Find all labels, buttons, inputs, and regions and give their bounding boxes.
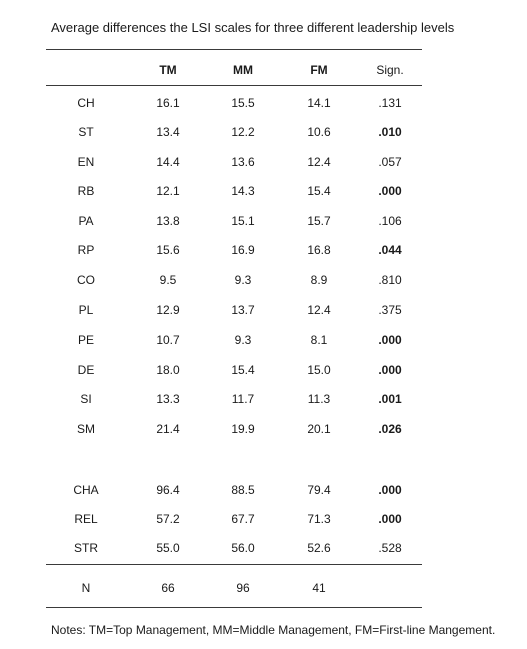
row-label: RP — [77, 243, 95, 257]
cell-fm: 14.1 — [307, 96, 331, 110]
cell-tm: 13.8 — [156, 214, 180, 228]
row-label: SM — [77, 422, 95, 436]
cell-fm: 15.0 — [307, 363, 331, 377]
cell-mm: 15.4 — [231, 363, 255, 377]
row-label: PL — [78, 303, 94, 317]
cell-mm: 9.3 — [234, 273, 252, 287]
row-label: SI — [80, 392, 92, 406]
cell-tm: 13.3 — [156, 392, 180, 406]
row-label: PE — [77, 333, 94, 347]
cell-fm: 12.4 — [307, 155, 331, 169]
cell-fm: 16.8 — [307, 243, 331, 257]
header-cell-sign: Sign. — [376, 63, 404, 77]
n-row-label: N — [81, 581, 91, 595]
row-label: CH — [77, 96, 95, 110]
cell-mm: 88.5 — [231, 483, 255, 497]
cell-tm: 14.4 — [156, 155, 180, 169]
row-label: RB — [77, 184, 95, 198]
cell-tm: 55.0 — [156, 541, 180, 555]
header-cell-fm: FM — [310, 63, 328, 77]
row-label: EN — [77, 155, 95, 169]
cell-sign: .106 — [378, 214, 402, 228]
cell-mm: 16.9 — [231, 243, 255, 257]
cell-fm: 8.1 — [310, 333, 328, 347]
cell-sign: .057 — [378, 155, 402, 169]
row-label: PA — [78, 214, 94, 228]
row-label: ST — [78, 125, 94, 139]
top-rule — [46, 49, 422, 50]
row-label: DE — [77, 363, 95, 377]
cell-sign: .000 — [378, 512, 402, 526]
cell-fm: 52.6 — [307, 541, 331, 555]
table-caption: Average differences the LSI scales for three different leadership levels — [51, 20, 455, 35]
cell-mm: 14.3 — [231, 184, 255, 198]
cell-sign: .010 — [378, 125, 402, 139]
cell-sign: .375 — [378, 303, 402, 317]
cell-mm: 15.1 — [231, 214, 255, 228]
cell-mm: 11.7 — [231, 392, 255, 406]
cell-tm: 9.5 — [159, 273, 177, 287]
cell-tm: 16.1 — [156, 96, 180, 110]
row-label: CO — [77, 273, 95, 287]
n-row-fm: 41 — [312, 581, 326, 595]
cell-sign: .810 — [378, 273, 402, 287]
cell-sign: .000 — [378, 363, 402, 377]
cell-sign: .000 — [378, 184, 402, 198]
n-row-tm: 66 — [161, 581, 175, 595]
header-cell-mm: MM — [233, 63, 253, 77]
cell-fm: 10.6 — [307, 125, 331, 139]
cell-mm: 9.3 — [234, 333, 252, 347]
cell-mm: 13.7 — [231, 303, 255, 317]
cell-mm: 15.5 — [231, 96, 255, 110]
cell-fm: 20.1 — [307, 422, 331, 436]
cell-mm: 19.9 — [231, 422, 255, 436]
cell-fm: 15.4 — [307, 184, 331, 198]
cell-mm: 13.6 — [231, 155, 255, 169]
cell-sign: .000 — [378, 483, 402, 497]
cell-fm: 79.4 — [307, 483, 331, 497]
cell-sign: .131 — [378, 96, 402, 110]
cell-fm: 71.3 — [307, 512, 331, 526]
cell-fm: 8.9 — [310, 273, 328, 287]
cell-sign: .528 — [378, 541, 402, 555]
cell-tm: 12.9 — [156, 303, 180, 317]
cell-sign: .001 — [378, 392, 402, 406]
cell-tm: 96.4 — [156, 483, 180, 497]
cell-fm: 15.7 — [307, 214, 331, 228]
cell-tm: 57.2 — [156, 512, 180, 526]
header-cell-tm: TM — [159, 63, 177, 77]
n-row-mm: 96 — [236, 581, 250, 595]
cell-mm: 12.2 — [231, 125, 255, 139]
cell-fm: 12.4 — [307, 303, 331, 317]
cell-sign: .000 — [378, 333, 402, 347]
cell-tm: 10.7 — [156, 333, 180, 347]
row-label: STR — [74, 541, 98, 555]
cell-tm: 15.6 — [156, 243, 180, 257]
cell-mm: 56.0 — [231, 541, 255, 555]
totals-rule — [46, 564, 422, 565]
cell-fm: 11.3 — [307, 392, 331, 406]
bottom-rule — [46, 607, 422, 608]
cell-tm: 13.4 — [156, 125, 180, 139]
header-rule — [46, 85, 422, 86]
cell-tm: 12.1 — [156, 184, 180, 198]
cell-mm: 67.7 — [231, 512, 255, 526]
cell-tm: 18.0 — [156, 363, 180, 377]
cell-tm: 21.4 — [156, 422, 180, 436]
row-label: CHA — [73, 483, 99, 497]
row-label: REL — [74, 512, 98, 526]
cell-sign: .026 — [378, 422, 402, 436]
table-notes: Notes: TM=Top Management, MM=Middle Management, FM=First-line Mangement. — [51, 623, 496, 637]
cell-sign: .044 — [378, 243, 402, 257]
